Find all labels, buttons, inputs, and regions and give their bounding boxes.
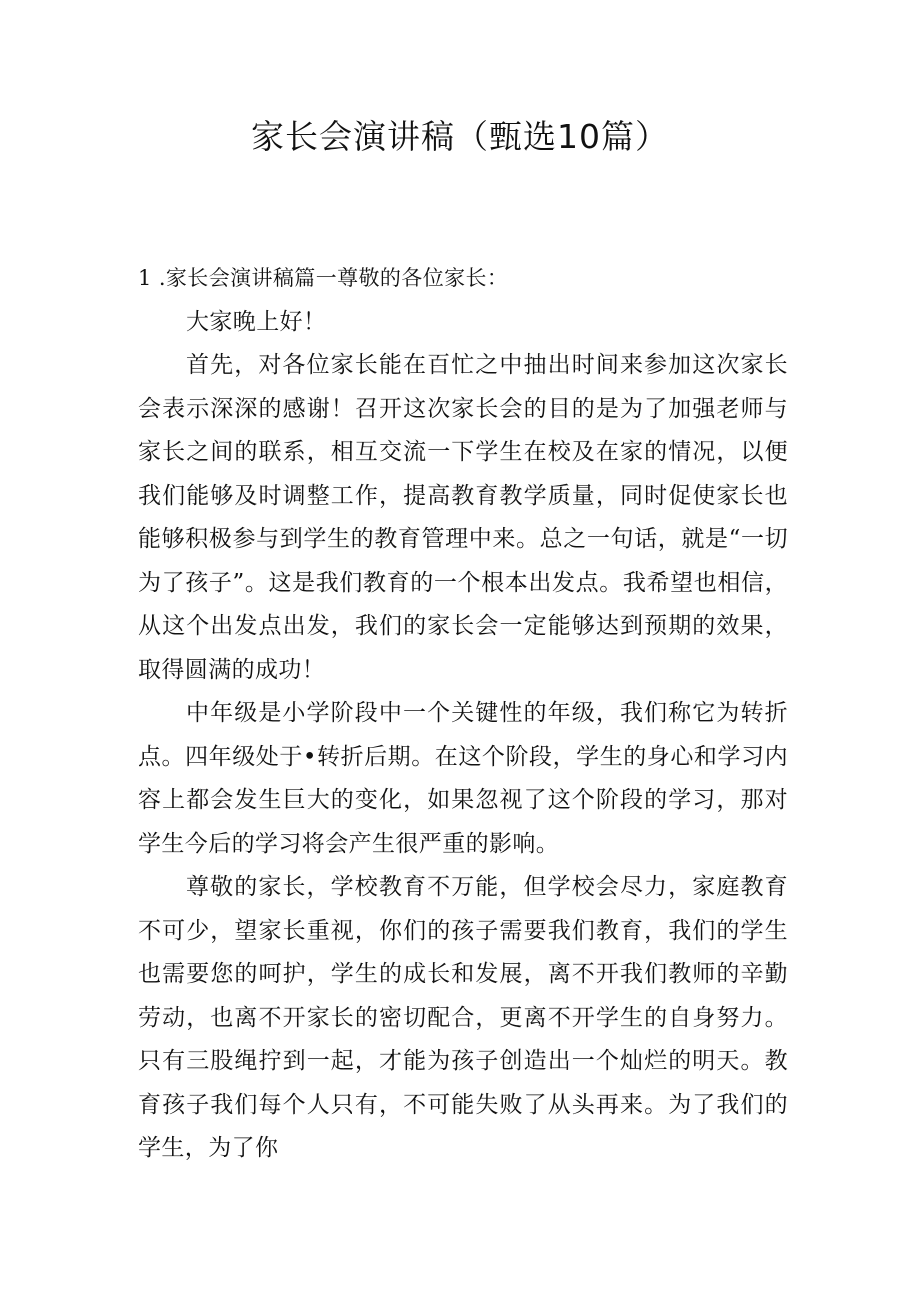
document-body (138, 257, 788, 1171)
paragraph-grade: 中年级是小学阶段中一个关键性的年级，我们称它为转折点。四年级处于•转折后期。在这个阶段，学生的身心和学习内容上都会发生巨大的变化，如果忽视了这个阶段的学习，那对学生今后的学习将会产生很严重的影响。 (138, 700, 788, 857)
section-heading: 1 .家长会演讲稿篇一尊敬的各位家长： (138, 266, 509, 290)
paragraph-opening: 首先，对各位家长能在百忙之中抽出时间来参加这次家长会表示深深的感谢！召开这次家长会的目的是为了加强老师与家长之间的联系，相互交流一下学生在校及在家的情况，以便我们能够及时调整工作，提高教育教学质量，同时促使家长也能够积极参与到学生的教育管理中来。总之一句话，就是“一切为了孩子”。这是我们教育的一个根本出发点。我希望也相信，从这个出发点出发，我们的家长会一定能够达到预期的效果，取得圆满的成功！ (138, 352, 788, 683)
paragraph-cooperation: 尊敬的家长，学校教育不万能，但学校会尽力，家庭教育不可少，望家长重视，你们的孩子需要我们教育，我们的学生也需要您的呵护，学生的成长和发展，离不开我们教师的辛勤劳动，也离不开家长的密切配合，更离不开学生的自身努力。只有三股绳拧到一起，才能为孩子创造出一个灿烂的明天。教育孩子我们每个人只有，不可能失败了从头再来。为了我们的学生，为了你 (138, 874, 788, 1161)
document-title: 家长会演讲稿（甄选10篇） (251, 117, 669, 156)
paragraph-greeting: 大家晚上好！ (186, 308, 327, 335)
